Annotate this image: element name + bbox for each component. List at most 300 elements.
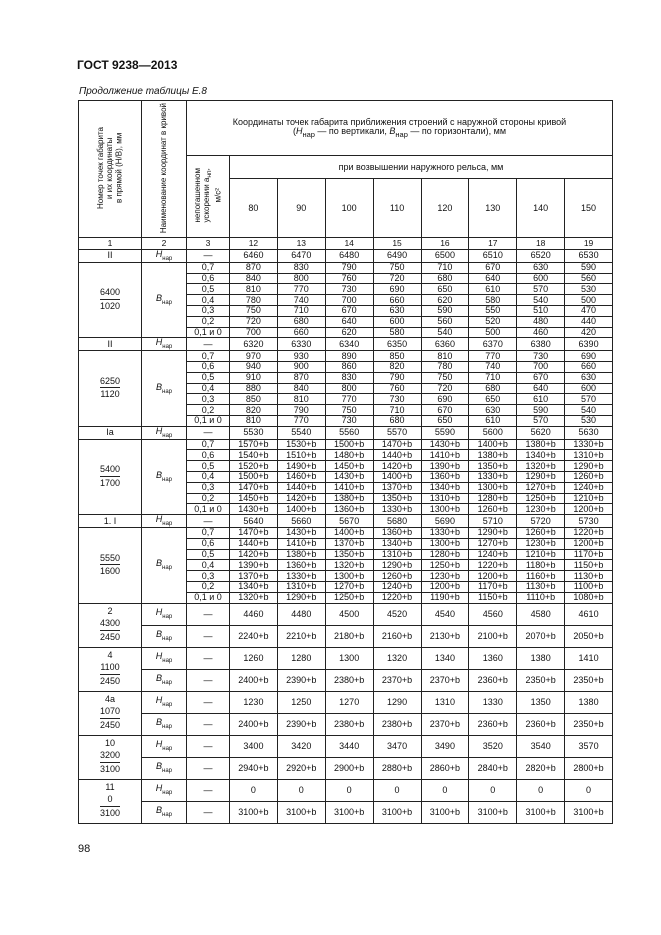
- table-row: [79, 338, 613, 351]
- table-row: [79, 691, 613, 713]
- value-cell: 620: [325, 327, 373, 338]
- value-cell: 800: [325, 383, 373, 394]
- point-height: 5400: [99, 464, 121, 475]
- value-cell: 6380: [517, 338, 565, 351]
- value-cell: 1300+b: [325, 571, 373, 582]
- value-cell: 1440+b: [277, 482, 325, 493]
- value-cell: 720: [230, 316, 278, 327]
- coordinate-h: [142, 250, 187, 263]
- acceleration-cell: 0,4: [187, 295, 230, 306]
- value-cell: 1250: [277, 691, 325, 713]
- value-cell: 670: [325, 305, 373, 316]
- value-cell: 1220+b: [373, 592, 421, 603]
- acceleration-cell: 0,3: [187, 571, 230, 582]
- value-cell: 1420+b: [373, 461, 421, 472]
- value-cell: 760: [325, 273, 373, 284]
- point-cell: [79, 262, 142, 338]
- coordinate-h: [142, 647, 187, 669]
- value-cell: 1540+b: [230, 450, 278, 461]
- value-cell: 2390+b: [277, 669, 325, 691]
- value-cell: 6480: [325, 250, 373, 263]
- value-cell: 1480+b: [325, 450, 373, 461]
- value-cell: 1100+b: [565, 581, 613, 592]
- point-cell: [79, 527, 142, 603]
- column-number: 3: [187, 238, 230, 250]
- point-width: 2450: [99, 719, 121, 730]
- value-cell: 840: [277, 383, 325, 394]
- point-fraction: [100, 376, 120, 401]
- value-cell: 2350+b: [517, 669, 565, 691]
- value-cell: 540: [421, 327, 469, 338]
- value-cell: 610: [517, 394, 565, 405]
- value-cell: 1400+b: [325, 527, 373, 538]
- value-cell: 770: [277, 415, 325, 426]
- value-cell: 930: [277, 351, 325, 362]
- value-cell: 1290+b: [277, 592, 325, 603]
- coordinate-h: [142, 735, 187, 757]
- value-cell: 650: [421, 284, 469, 295]
- value-cell: 2210+b: [277, 625, 325, 647]
- value-cell: 3100+b: [373, 801, 421, 823]
- point-width: 3100: [99, 807, 121, 818]
- header-point-number-line: Номер точек габарита: [96, 126, 106, 209]
- value-cell: 1420+b: [230, 549, 278, 560]
- value-cell: 810: [421, 351, 469, 362]
- header-main: [187, 101, 613, 156]
- acceleration-cell: 0,1 и 0: [187, 504, 230, 515]
- value-cell: 1240+b: [469, 549, 517, 560]
- acceleration-cell: —: [187, 338, 230, 351]
- point-name: 2: [107, 606, 113, 617]
- acceleration-cell: 0,5: [187, 372, 230, 383]
- value-cell: 1260: [230, 647, 278, 669]
- coordinate-b-symbol: $B_{нар}$: [155, 469, 172, 483]
- value-cell: 2360+b: [517, 713, 565, 735]
- value-cell: 630: [565, 372, 613, 383]
- value-cell: 680: [277, 316, 325, 327]
- point-width: 1020: [99, 301, 121, 312]
- value-cell: 830: [277, 262, 325, 273]
- coordinate-h-symbol: $H_{нар}$: [155, 651, 173, 664]
- point-cell: [79, 603, 142, 647]
- value-cell: 5680: [373, 515, 421, 528]
- coordinate-h-symbol: $H_{нар}$: [155, 695, 173, 708]
- acceleration-cell: 0,2: [187, 316, 230, 327]
- value-cell: 5630: [565, 426, 613, 439]
- value-cell: 1390+b: [230, 560, 278, 571]
- point-height: 3200: [99, 750, 121, 761]
- value-cell: 1190+b: [421, 592, 469, 603]
- value-cell: 1080+b: [565, 592, 613, 603]
- value-cell: 1500+b: [230, 471, 278, 482]
- value-cell: 1430+b: [325, 471, 373, 482]
- value-cell: 2800+b: [565, 757, 613, 779]
- value-cell: 720: [421, 383, 469, 394]
- value-cell: 1250+b: [421, 560, 469, 571]
- value-cell: 1450+b: [230, 493, 278, 504]
- value-cell: 6470: [277, 250, 325, 263]
- point-height: 6400: [99, 287, 121, 298]
- value-cell: 1320+b: [325, 560, 373, 571]
- clearance-table: [78, 100, 613, 824]
- coordinate-h-symbol: $H_{нар}$: [155, 426, 173, 439]
- value-cell: 890: [325, 351, 373, 362]
- value-cell: 1340+b: [421, 482, 469, 493]
- value-cell: 5670: [325, 515, 373, 528]
- header-point-number-line: и их координаты: [105, 137, 115, 199]
- value-cell: 650: [469, 394, 517, 405]
- value-cell: 590: [517, 405, 565, 416]
- table-row: [79, 669, 613, 691]
- table-row: [79, 603, 613, 625]
- value-cell: 630: [517, 262, 565, 273]
- coordinate-h-symbol: $H_{нар}$: [155, 607, 173, 620]
- point-name: 10: [104, 738, 115, 749]
- value-cell: 820: [373, 361, 421, 372]
- value-cell: 2390+b: [277, 713, 325, 735]
- value-cell: 820: [230, 405, 278, 416]
- value-cell: 720: [373, 273, 421, 284]
- document-title: ГОСТ 9238—2013: [77, 58, 178, 72]
- value-cell: 1210+b: [565, 493, 613, 504]
- value-cell: 420: [565, 327, 613, 338]
- value-cell: 590: [565, 262, 613, 273]
- acceleration-cell: —: [187, 735, 230, 757]
- table-row: [79, 735, 613, 757]
- value-cell: 690: [373, 284, 421, 295]
- value-cell: 1520+b: [230, 461, 278, 472]
- value-cell: 5730: [565, 515, 613, 528]
- point-fraction: [100, 287, 120, 312]
- value-cell: 1290+b: [469, 527, 517, 538]
- point-width: 1120: [100, 389, 120, 400]
- value-cell: 630: [469, 405, 517, 416]
- value-cell: 730: [517, 351, 565, 362]
- value-cell: 1260+b: [565, 471, 613, 482]
- value-cell: 5570: [373, 426, 421, 439]
- header-elevation-value: 140: [517, 179, 565, 238]
- header-point-number-text: [96, 127, 124, 209]
- point-fraction: [100, 650, 120, 687]
- value-cell: 2360+b: [469, 713, 517, 735]
- value-cell: 6350: [373, 338, 421, 351]
- value-cell: 700: [230, 327, 278, 338]
- value-cell: 940: [230, 361, 278, 372]
- value-cell: 2130+b: [421, 625, 469, 647]
- value-cell: 1370+b: [373, 482, 421, 493]
- value-cell: 3100+b: [565, 801, 613, 823]
- acceleration-cell: —: [187, 757, 230, 779]
- value-cell: 710: [277, 305, 325, 316]
- value-cell: 1260+b: [469, 504, 517, 515]
- value-cell: 1370+b: [230, 571, 278, 582]
- value-cell: 6500: [421, 250, 469, 263]
- value-cell: 1130+b: [517, 581, 565, 592]
- value-cell: 1310+b: [565, 450, 613, 461]
- value-cell: 3470: [373, 735, 421, 757]
- value-cell: 740: [277, 295, 325, 306]
- point-name-cell: 1. I: [79, 515, 142, 528]
- value-cell: 760: [373, 383, 421, 394]
- header-elevation: при возвышении наружного рельса, мм: [230, 156, 613, 179]
- value-cell: 1330: [469, 691, 517, 713]
- point-fraction: [100, 606, 120, 643]
- value-cell: 2900+b: [325, 757, 373, 779]
- value-cell: 1320: [373, 647, 421, 669]
- acceleration-cell: 0,5: [187, 461, 230, 472]
- acceleration-cell: 0,6: [187, 273, 230, 284]
- header-elevation-value: 90: [277, 179, 325, 238]
- coordinate-b-symbol: $B_{нар}$: [155, 805, 172, 818]
- value-cell: 1320+b: [230, 592, 278, 603]
- acceleration-cell: 0,1 и 0: [187, 415, 230, 426]
- value-cell: 2350+b: [565, 669, 613, 691]
- value-cell: 600: [517, 273, 565, 284]
- value-cell: 740: [469, 361, 517, 372]
- acceleration-cell: —: [187, 515, 230, 528]
- value-cell: 2940+b: [230, 757, 278, 779]
- coordinate-b: [142, 713, 187, 735]
- value-cell: 3100+b: [469, 801, 517, 823]
- value-cell: 580: [373, 327, 421, 338]
- value-cell: 2100+b: [469, 625, 517, 647]
- value-cell: 590: [421, 305, 469, 316]
- point-name-cell: II: [79, 250, 142, 263]
- value-cell: 2370+b: [421, 669, 469, 691]
- value-cell: 1470+b: [373, 439, 421, 450]
- acceleration-cell: —: [187, 426, 230, 439]
- value-cell: 2860+b: [421, 757, 469, 779]
- value-cell: 1320+b: [517, 461, 565, 472]
- value-cell: 0: [230, 779, 278, 801]
- acceleration-cell: —: [187, 713, 230, 735]
- point-cell: [79, 351, 142, 427]
- value-cell: 730: [325, 415, 373, 426]
- value-cell: 3100+b: [230, 801, 278, 823]
- value-cell: 1150+b: [469, 592, 517, 603]
- value-cell: 540: [565, 405, 613, 416]
- value-cell: 680: [421, 273, 469, 284]
- value-cell: 4480: [277, 603, 325, 625]
- value-cell: 3100+b: [277, 801, 325, 823]
- value-cell: 4560: [469, 603, 517, 625]
- header-elevation-value: 130: [469, 179, 517, 238]
- value-cell: 1380+b: [469, 450, 517, 461]
- value-cell: 6360: [421, 338, 469, 351]
- table-row: [79, 250, 613, 263]
- value-cell: 4540: [421, 603, 469, 625]
- value-cell: 770: [469, 351, 517, 362]
- value-cell: 1410: [565, 647, 613, 669]
- value-cell: 6460: [230, 250, 278, 263]
- value-cell: 1260+b: [373, 571, 421, 582]
- value-cell: 1370+b: [325, 538, 373, 549]
- value-cell: 500: [565, 295, 613, 306]
- coordinate-h-symbol: $H_{нар}$: [155, 783, 173, 796]
- value-cell: 670: [469, 262, 517, 273]
- value-cell: 910: [230, 372, 278, 383]
- value-cell: 750: [373, 262, 421, 273]
- value-cell: 1310+b: [421, 493, 469, 504]
- value-cell: 6530: [565, 250, 613, 263]
- value-cell: 560: [565, 273, 613, 284]
- value-cell: 730: [325, 284, 373, 295]
- value-cell: 2360+b: [469, 669, 517, 691]
- value-cell: 1330+b: [373, 504, 421, 515]
- column-number: 15: [373, 238, 421, 250]
- coordinate-b-symbol: $B_{нар}$: [155, 293, 172, 306]
- value-cell: 1110+b: [517, 592, 565, 603]
- value-cell: 1150+b: [565, 560, 613, 571]
- value-cell: 620: [421, 295, 469, 306]
- value-cell: 0: [421, 779, 469, 801]
- coordinate-b-symbol: $B_{нар}$: [155, 558, 172, 572]
- value-cell: 570: [517, 415, 565, 426]
- acceleration-cell: —: [187, 647, 230, 669]
- value-cell: 5620: [517, 426, 565, 439]
- value-cell: 6490: [373, 250, 421, 263]
- point-name-cell: Ia: [79, 426, 142, 439]
- value-cell: 1410+b: [421, 450, 469, 461]
- coordinate-h-symbol: $H_{нар}$: [155, 337, 173, 351]
- value-cell: 1450+b: [325, 461, 373, 472]
- value-cell: 1290+b: [517, 471, 565, 482]
- coordinate-h: [142, 426, 187, 439]
- value-cell: 500: [469, 327, 517, 338]
- point-fraction: [100, 694, 120, 731]
- value-cell: 4610: [565, 603, 613, 625]
- value-cell: 830: [325, 372, 373, 383]
- acceleration-cell: 0,5: [187, 549, 230, 560]
- value-cell: 4500: [325, 603, 373, 625]
- value-cell: 1510+b: [277, 450, 325, 461]
- value-cell: 530: [565, 284, 613, 295]
- value-cell: 5560: [325, 426, 373, 439]
- value-cell: 440: [565, 316, 613, 327]
- value-cell: 6520: [517, 250, 565, 263]
- value-cell: 1330+b: [277, 571, 325, 582]
- value-cell: 1230+b: [517, 504, 565, 515]
- value-cell: 1340+b: [517, 450, 565, 461]
- value-cell: 1350: [517, 691, 565, 713]
- column-number: 16: [421, 238, 469, 250]
- value-cell: 1430+b: [230, 504, 278, 515]
- value-cell: 790: [277, 405, 325, 416]
- value-cell: 1290+b: [373, 560, 421, 571]
- coordinate-b: [142, 801, 187, 823]
- value-cell: 1380: [517, 647, 565, 669]
- table-row: [79, 779, 613, 801]
- acceleration-cell: 0,3: [187, 305, 230, 316]
- value-cell: 790: [373, 372, 421, 383]
- header-acceleration-text: непогашенном ускорении $a_{нп}$, м/с²: [193, 168, 223, 223]
- table-row: [79, 713, 613, 735]
- column-number: 19: [565, 238, 613, 250]
- coordinate-b: [142, 625, 187, 647]
- value-cell: 610: [469, 284, 517, 295]
- value-cell: 1380: [565, 691, 613, 713]
- value-cell: 6390: [565, 338, 613, 351]
- value-cell: 600: [565, 383, 613, 394]
- value-cell: 3100+b: [421, 801, 469, 823]
- value-cell: 1310+b: [373, 549, 421, 560]
- acceleration-cell: 0,6: [187, 538, 230, 549]
- point-name-cell: II: [79, 338, 142, 351]
- value-cell: 710: [421, 262, 469, 273]
- acceleration-cell: 0,2: [187, 405, 230, 416]
- value-cell: 1200+b: [421, 581, 469, 592]
- value-cell: 560: [421, 316, 469, 327]
- value-cell: 480: [517, 316, 565, 327]
- value-cell: 1290: [373, 691, 421, 713]
- value-cell: 1420+b: [277, 493, 325, 504]
- value-cell: 850: [230, 394, 278, 405]
- value-cell: 1160+b: [517, 571, 565, 582]
- value-cell: 1220+b: [565, 527, 613, 538]
- coordinate-b-symbol: $B_{нар}$: [155, 381, 172, 395]
- value-cell: 660: [565, 361, 613, 372]
- table-row: [79, 647, 613, 669]
- value-cell: 530: [565, 415, 613, 426]
- table-row: [79, 426, 613, 439]
- header-elevation-value: 110: [373, 179, 421, 238]
- coordinate-h: [142, 338, 187, 351]
- value-cell: 1170+b: [565, 549, 613, 560]
- value-cell: 520: [469, 316, 517, 327]
- value-cell: 1250+b: [517, 493, 565, 504]
- point-cell: [79, 735, 142, 779]
- value-cell: 850: [373, 351, 421, 362]
- value-cell: 460: [517, 327, 565, 338]
- value-cell: 670: [421, 405, 469, 416]
- header-elevation-value: 100: [325, 179, 373, 238]
- value-cell: 510: [517, 305, 565, 316]
- value-cell: 710: [373, 405, 421, 416]
- value-cell: 610: [469, 415, 517, 426]
- coordinate-h: [142, 603, 187, 625]
- value-cell: 840: [230, 273, 278, 284]
- value-cell: 3100+b: [517, 801, 565, 823]
- column-number: 1: [79, 238, 142, 250]
- point-name: 4: [107, 650, 113, 661]
- point-fraction: [100, 464, 120, 489]
- value-cell: 3520: [469, 735, 517, 757]
- value-cell: 1200+b: [565, 538, 613, 549]
- value-cell: 1400+b: [469, 439, 517, 450]
- value-cell: 1270+b: [325, 581, 373, 592]
- value-cell: 900: [277, 361, 325, 372]
- value-cell: 810: [230, 284, 278, 295]
- value-cell: 1570+b: [230, 439, 278, 450]
- acceleration-cell: 0,1 и 0: [187, 327, 230, 338]
- value-cell: 1430+b: [421, 439, 469, 450]
- acceleration-cell: —: [187, 250, 230, 263]
- value-cell: 1270: [325, 691, 373, 713]
- coordinate-b: [142, 757, 187, 779]
- value-cell: 870: [230, 262, 278, 273]
- value-cell: 0: [517, 779, 565, 801]
- acceleration-cell: 0,6: [187, 450, 230, 461]
- value-cell: 1280+b: [421, 549, 469, 560]
- table-row: [79, 515, 613, 528]
- value-cell: 5530: [230, 426, 278, 439]
- value-cell: 0: [469, 779, 517, 801]
- header-coordinate-name-text: Наименование координат в кривой: [159, 102, 169, 234]
- value-cell: 2370+b: [373, 669, 421, 691]
- acceleration-cell: —: [187, 779, 230, 801]
- column-number: 12: [230, 238, 278, 250]
- table-row: [79, 625, 613, 647]
